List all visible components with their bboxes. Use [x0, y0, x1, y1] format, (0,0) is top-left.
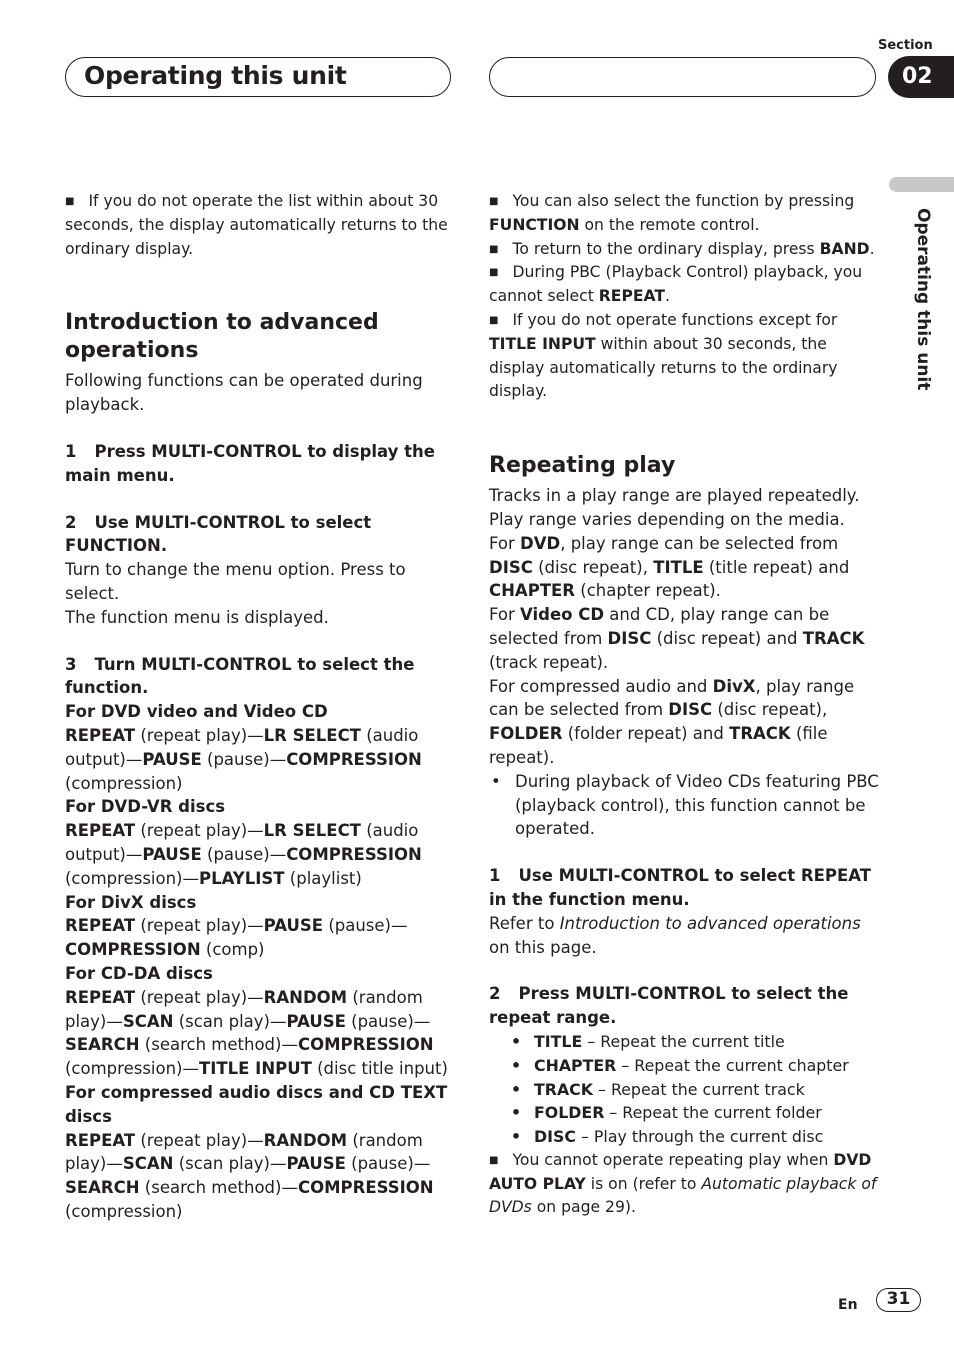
- body-paragraph: For compressed audio and DivX, play range can be selected from DISC (disc repeat), FOLDER (folder repeat) and TRACK (file repeat).: [489, 676, 855, 767]
- section-heading: Introduction to advanced operations: [65, 310, 379, 364]
- list-item: • FOLDER – Repeat the current folder: [507, 1101, 879, 1125]
- group-items: REPEAT (repeat play)—LR SELECT (audio output)—PAUSE (pause)—COMPRESSION (compression): [65, 725, 422, 793]
- function-group: [65, 700, 450, 795]
- step-2-result: The function menu is displayed.: [65, 607, 329, 627]
- square-bullet-icon: ■: [489, 314, 499, 326]
- page-number: 31: [876, 1288, 921, 1312]
- group-title: For compressed audio discs and CD TEXT discs: [65, 1082, 448, 1126]
- step-3: 3 Turn MULTI-CONTROL to select the function.: [65, 654, 415, 698]
- section-number-badge: 02: [888, 56, 954, 98]
- list-note: ■ During PBC (Playback Control) playback, you cannot select REPEAT.: [489, 263, 863, 306]
- list-note: ■ If you do not operate functions except for TITLE INPUT within about 30 seconds, the display automatically returns to the ordinary display.: [489, 310, 838, 401]
- section-heading: Repeating play: [489, 453, 676, 479]
- function-group: [65, 795, 450, 890]
- list-note: ■ You can also select the function by pressing FUNCTION on the remote control.: [489, 192, 855, 234]
- intro-text: Following functions can be operated during playback.: [65, 371, 423, 415]
- right-column: [489, 190, 879, 1220]
- range-list: [489, 1030, 879, 1149]
- group-title: For DivX discs: [65, 892, 197, 912]
- side-tab-marker: [889, 177, 954, 192]
- square-bullet-icon: ■: [489, 196, 499, 207]
- square-bullet-icon: ■: [489, 267, 499, 279]
- left-column: [65, 190, 450, 1224]
- square-bullet-icon: ■: [65, 196, 75, 207]
- group-items: REPEAT (repeat play)—LR SELECT (audio output)—PAUSE (pause)—COMPRESSION (compression)—PLAYLIST (playlist): [65, 821, 422, 888]
- body-paragraph: For DVD, play range can be selected from DISC (disc repeat), TITLE (title repeat) and CHAPTER (chapter repeat).: [489, 533, 850, 601]
- list-note: ■ You cannot operate repeating play when DVD AUTO PLAY is on (refer to Automatic playback of DVDs on page 29).: [489, 1150, 877, 1217]
- group-items: REPEAT (repeat play)—RANDOM (random play)—SCAN (scan play)—PAUSE (pause)—SEARCH (search method)—COMPRESSION (compression)—TITLE INPUT (disc title input): [65, 987, 448, 1079]
- step-2-body: Turn to change the menu option. Press to select.: [65, 560, 406, 603]
- step-1: 1 Use MULTI-CONTROL to select REPEAT in the function menu.: [489, 866, 871, 909]
- function-group: [65, 1081, 450, 1224]
- list-note: ■ If you do not operate the list within about 30 seconds, the display automatically returns to the ordinary display.: [65, 192, 448, 258]
- group-items: REPEAT (repeat play)—RANDOM (random play)—SCAN (scan play)—PAUSE (pause)—SEARCH (search method)—COMPRESSION (compression): [65, 1130, 434, 1221]
- side-tab-label: Operating this unit: [913, 208, 933, 391]
- square-bullet-icon: ■: [489, 1154, 499, 1166]
- list-item: • CHAPTER – Repeat the current chapter: [507, 1054, 879, 1078]
- group-items: REPEAT (repeat play)—PAUSE (pause)—COMPRESSION (comp): [65, 916, 408, 960]
- step-2: 2 Use MULTI-CONTROL to select FUNCTION.: [65, 512, 372, 556]
- header-title-frame: [65, 57, 451, 97]
- step-1-body: Refer to Introduction to advanced operations on this page.: [489, 913, 861, 957]
- header-blank-frame: [489, 57, 876, 97]
- list-item: • TRACK – Repeat the current track: [507, 1078, 879, 1102]
- body-paragraph: Tracks in a play range are played repeatedly. Play range varies depending on the media.: [489, 486, 860, 529]
- function-group: [65, 891, 450, 962]
- function-group: [65, 962, 450, 1081]
- list-item: • During playback of Video CDs featuring PBC (playback control), this function cannot be operated.: [489, 770, 879, 841]
- step-2: 2 Press MULTI-CONTROL to select the repeat range.: [489, 984, 849, 1028]
- square-bullet-icon: ■: [489, 243, 499, 255]
- list-note: ■ To return to the ordinary display, press BAND.: [489, 238, 879, 262]
- section-label: Section: [878, 38, 933, 53]
- group-title: For CD-DA discs: [65, 963, 213, 983]
- language-label: En: [838, 1297, 858, 1313]
- group-title: For DVD video and Video CD: [65, 702, 328, 722]
- body-paragraph: For Video CD and CD, play range can be selected from DISC (disc repeat) and TRACK (track repeat).: [489, 605, 865, 672]
- page-title: Operating this unit: [84, 61, 347, 90]
- dot-note-list: [489, 770, 879, 841]
- list-item: • DISC – Play through the current disc: [507, 1125, 879, 1149]
- group-title: For DVD-VR discs: [65, 797, 226, 817]
- list-item: • TITLE – Repeat the current title: [507, 1030, 879, 1054]
- step-1: 1 Press MULTI-CONTROL to display the main menu.: [65, 441, 435, 485]
